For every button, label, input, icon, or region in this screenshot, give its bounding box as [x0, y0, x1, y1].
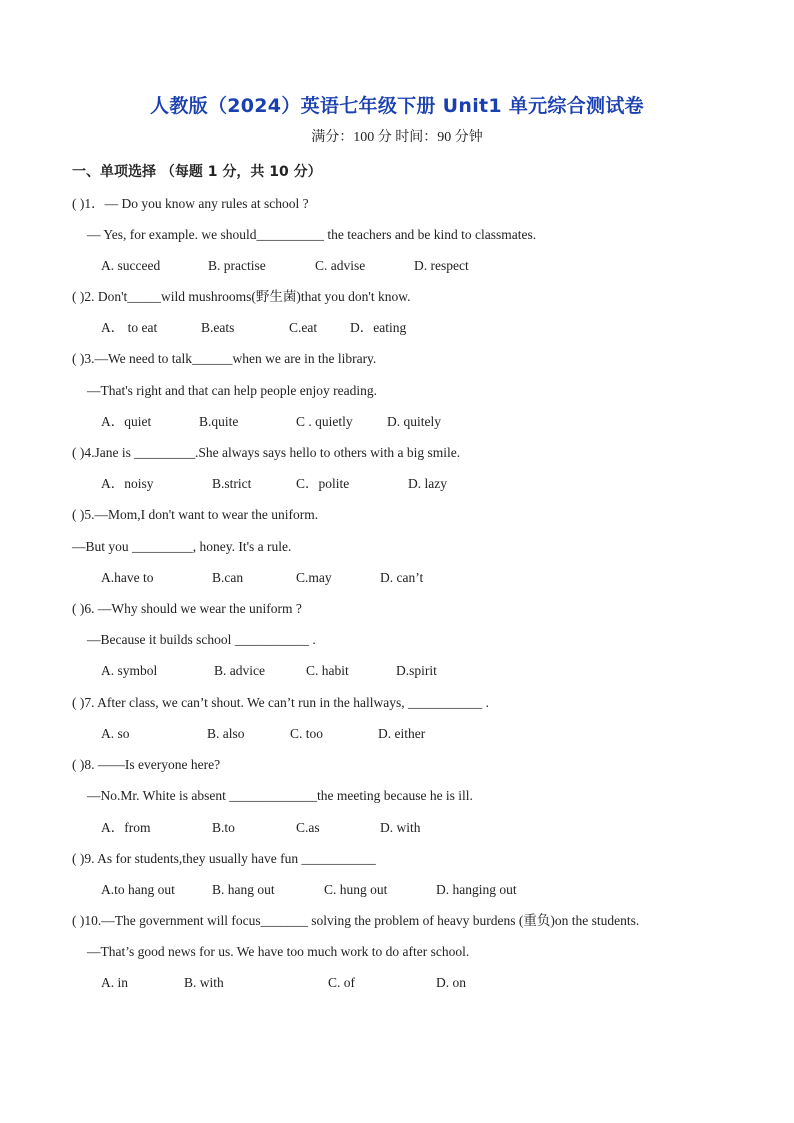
question-4-option-d[interactable]: D. lazy: [408, 476, 447, 491]
question-7-option-a[interactable]: A. so: [101, 726, 130, 741]
question-6-option-c[interactable]: C. habit: [306, 663, 349, 678]
section-heading: 一、单项选择 （每题 1 分，共 10 分）: [72, 164, 322, 180]
question-5-option-d[interactable]: D. can’t: [380, 570, 424, 585]
question-7-option-b[interactable]: B. also: [207, 726, 245, 741]
question-6-dialogue: —Because it builds school ___________ .: [87, 632, 316, 647]
question-5-option-b[interactable]: B.can: [212, 570, 244, 585]
question-10-option-c[interactable]: C. of: [328, 975, 355, 990]
question-10-option-d[interactable]: D. on: [436, 975, 466, 990]
question-10-option-a[interactable]: A. in: [101, 975, 128, 990]
question-6-option-d[interactable]: D.spirit: [396, 663, 437, 678]
question-1-option-c[interactable]: C. advise: [315, 258, 366, 273]
question-1-stem: ( )1．— Do you know any rules at school ?: [72, 196, 309, 211]
question-3-option-d[interactable]: D. quitely: [387, 414, 441, 429]
question-8-option-b[interactable]: B.to: [212, 820, 235, 835]
question-9-option-b[interactable]: B. hang out: [212, 882, 275, 897]
question-8-dialogue: —No.Mr. White is absent _____________the meeting because he is ill.: [87, 788, 473, 803]
question-3-option-c[interactable]: C . quietly: [296, 414, 353, 429]
question-4-option-c[interactable]: C．polite: [296, 476, 350, 491]
page-title: 人教版（2024）英语七年级下册 Unit1 单元综合测试卷: [150, 95, 644, 117]
question-7-option-d[interactable]: D. either: [378, 726, 426, 741]
question-10-option-b[interactable]: B. with: [184, 975, 224, 990]
question-3-stem: ( )3.—We need to talk______when we are in the library.: [72, 351, 377, 366]
question-4-stem: ( )4.Jane is _________.She always says hello to others with a big smile.: [72, 445, 461, 460]
question-9-option-c[interactable]: C. hung out: [324, 882, 388, 897]
page-subtitle: 满分：100 分 时间：90 分钟: [311, 130, 483, 145]
question-1-option-b[interactable]: B. practise: [208, 258, 266, 273]
question-5-dialogue: —But you _________, honey. It's a rule.: [72, 539, 292, 554]
question-5-option-a[interactable]: A.have to: [101, 570, 154, 585]
question-2-option-c[interactable]: C.eat: [289, 320, 318, 335]
question-7-stem: ( )7. After class, we can’t shout. We can’t run in the hallways, ___________ .: [72, 695, 489, 710]
question-2-option-d[interactable]: D．eating: [350, 320, 407, 335]
question-7-option-c[interactable]: C. too: [290, 726, 324, 741]
question-9-option-a[interactable]: A.to hang out: [101, 882, 175, 897]
question-1-option-a[interactable]: A. succeed: [101, 258, 161, 273]
question-8-stem: ( )8. ——Is everyone here?: [72, 757, 221, 772]
question-8-option-d[interactable]: D. with: [380, 820, 421, 835]
question-3-dialogue: —That's right and that can help people enjoy reading.: [87, 383, 377, 398]
question-10-dialogue: —That’s good news for us. We have too much work to do after school.: [87, 944, 470, 959]
question-2-option-a[interactable]: A． to eat: [101, 320, 158, 335]
question-6-option-b[interactable]: B. advice: [214, 663, 265, 678]
question-8-option-c[interactable]: C.as: [296, 820, 320, 835]
question-8-option-a[interactable]: A．from: [101, 820, 151, 835]
question-1-dialogue: — Yes, for example. we should__________ the teachers and be kind to classmates.: [87, 227, 537, 242]
question-6-option-a[interactable]: A. symbol: [101, 663, 158, 678]
question-4-option-b[interactable]: B.strict: [212, 476, 252, 491]
question-3-option-a[interactable]: A．quiet: [101, 414, 152, 429]
question-4-option-a[interactable]: A．noisy: [101, 476, 154, 491]
question-2-stem: ( )2. Don't_____wild mushrooms(野生菌)that you don't know.: [72, 289, 411, 304]
question-5-option-c[interactable]: C.may: [296, 570, 332, 585]
question-1-option-d[interactable]: D. respect: [414, 258, 469, 273]
question-2-option-b[interactable]: B.eats: [201, 320, 235, 335]
question-3-option-b[interactable]: B.quite: [199, 414, 239, 429]
question-6-stem: ( )6. —Why should we wear the uniform ?: [72, 601, 302, 616]
question-5-stem: ( )5.—Mom,I don't want to wear the uniform.: [72, 507, 319, 522]
question-9-stem: ( )9. As for students,they usually have fun ___________: [72, 851, 376, 866]
question-9-option-d[interactable]: D. hanging out: [436, 882, 517, 897]
question-10-stem: ( )10.—The government will focus_______ solving the problem of heavy burdens (重负)on the students.: [72, 913, 640, 928]
